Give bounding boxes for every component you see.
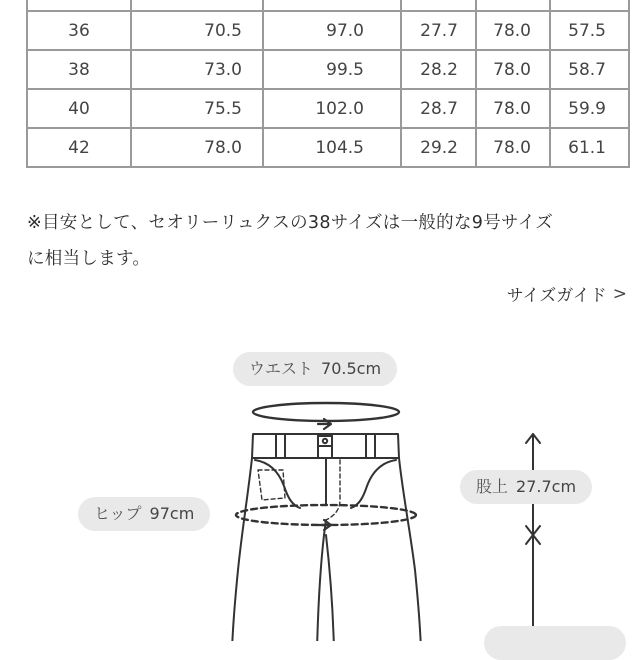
table-row	[27, 89, 629, 128]
measurement-cell: 99.5	[263, 50, 401, 89]
measurement-cell: 78.0	[476, 89, 550, 128]
rise-label	[460, 470, 592, 504]
measurement-cell: 61.1	[550, 128, 629, 167]
measurement-cell: 102.0	[263, 89, 401, 128]
measurement-cell: 73.0	[131, 50, 263, 89]
size-table	[26, 0, 630, 168]
table-row	[27, 50, 629, 89]
measurement-cell: 78.0	[476, 11, 550, 50]
size-note-line-2: に相当します。	[27, 249, 151, 269]
hip-label-text: ヒップ	[94, 504, 142, 523]
size-cell: 40	[27, 89, 131, 128]
measurement-cell	[550, 0, 629, 11]
measurement-cell: 97.0	[263, 11, 401, 50]
table-row	[27, 0, 629, 11]
next-measure-label	[484, 626, 626, 660]
rise-measure-arrow	[526, 434, 540, 630]
measurement-diagram	[0, 330, 641, 641]
size-cell: 42	[27, 128, 131, 167]
waist-label	[233, 352, 397, 386]
measurement-cell	[131, 0, 263, 11]
size-guide-link[interactable]	[507, 281, 627, 306]
measurement-cell: 29.2	[401, 128, 476, 167]
waist-label-text: ウエスト	[249, 359, 314, 378]
table-row	[27, 11, 629, 50]
chevron-right-icon: >	[612, 283, 627, 304]
measurement-cell: 78.0	[476, 128, 550, 167]
size-note-line-1: ※目安として、セオリーリュクスの38サイズは一般的な9号サイズ	[27, 213, 554, 233]
waist-value: 70.5cm	[321, 359, 382, 378]
hip-value: 97cm	[149, 504, 195, 523]
measurement-cell: 78.0	[476, 50, 550, 89]
waist-measure-ring	[253, 403, 399, 429]
size-cell	[27, 0, 131, 11]
table-row	[27, 128, 629, 167]
measurement-cell: 104.5	[263, 128, 401, 167]
rise-value: 27.7cm	[516, 477, 577, 496]
measurement-cell: 28.2	[401, 50, 476, 89]
size-note	[27, 205, 627, 277]
measurement-cell: 78.0	[131, 128, 263, 167]
measurement-cell: 27.7	[401, 11, 476, 50]
rise-label-text: 股上	[476, 477, 509, 496]
measurement-cell: 70.5	[131, 11, 263, 50]
measurement-cell	[401, 0, 476, 11]
measurement-cell: 59.9	[550, 89, 629, 128]
measurement-cell	[263, 0, 401, 11]
size-cell: 36	[27, 11, 131, 50]
size-cell: 38	[27, 50, 131, 89]
measurement-cell: 28.7	[401, 89, 476, 128]
hip-label	[78, 497, 210, 531]
measurement-cell: 57.5	[550, 11, 629, 50]
measurement-cell: 75.5	[131, 89, 263, 128]
measurement-cell: 58.7	[550, 50, 629, 89]
size-guide-label: サイズガイド	[506, 286, 607, 306]
measurement-cell	[476, 0, 550, 11]
